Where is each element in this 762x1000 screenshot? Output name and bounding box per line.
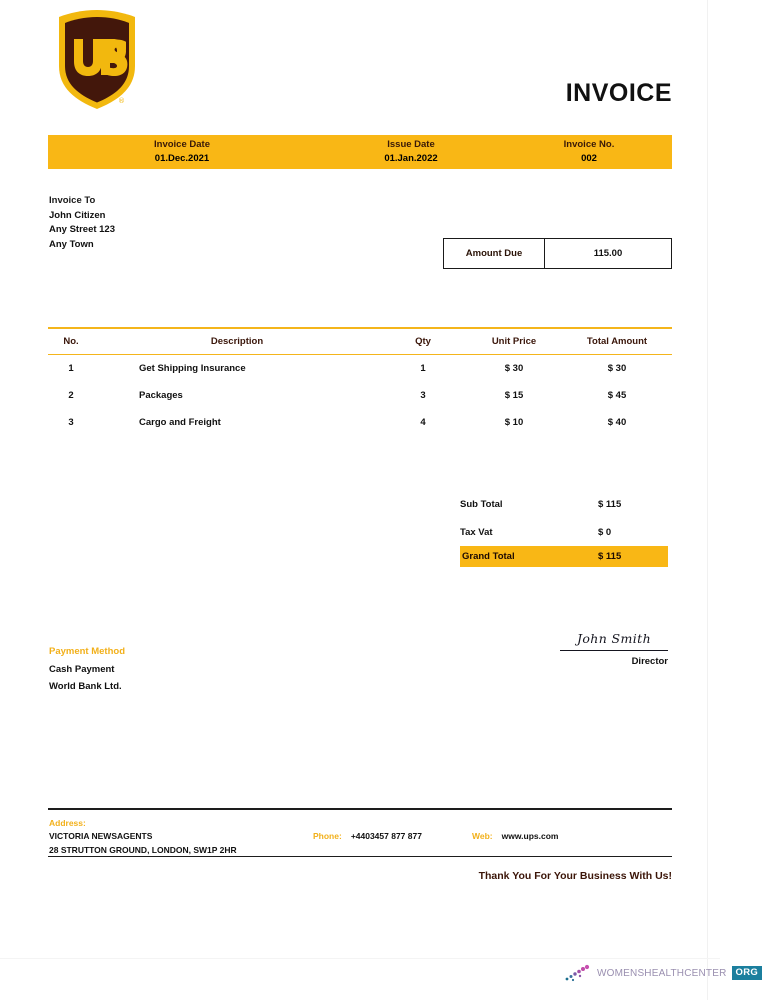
watermark <box>564 963 762 983</box>
table-row <box>48 382 672 409</box>
watermark-badge: ORG <box>732 966 762 980</box>
sub-total-row <box>460 490 668 518</box>
footer-web <box>472 831 558 841</box>
meta-invoice-date-label: Invoice Date <box>154 139 210 151</box>
cell-total: $ 30 <box>607 363 627 375</box>
invoice-meta-band <box>48 135 672 169</box>
bill-to-street: Any Street 123 <box>49 224 116 236</box>
dots-swoosh-icon <box>564 963 592 983</box>
cell-unit-price: $ 10 <box>504 417 524 429</box>
column-header-unit-price: Unit Price <box>491 335 537 347</box>
footer-phone-value: +4403457 877 877 <box>350 830 422 841</box>
ups-logo <box>53 8 141 112</box>
amount-due-box <box>443 238 672 269</box>
cell-qty: 4 <box>420 417 426 429</box>
payment-method-type: Cash Payment <box>49 663 115 675</box>
page-edge-right <box>707 0 708 1000</box>
signature-line <box>560 650 668 651</box>
footer-block <box>48 808 672 857</box>
cell-description: Packages <box>139 390 183 402</box>
footer-address-line1: VICTORIA NEWSAGENTS <box>49 831 153 842</box>
meta-issue-date-value: 01.Jan.2022 <box>384 153 438 164</box>
items-table-header <box>48 329 672 354</box>
payment-method-heading: Payment Method <box>49 646 126 657</box>
column-header-total: Total Amount <box>586 335 648 347</box>
signature-block <box>560 628 668 667</box>
footer-web-value[interactable]: www.ups.com <box>501 830 559 841</box>
items-table <box>48 327 672 436</box>
meta-invoice-no-label: Invoice No. <box>563 139 615 151</box>
tax-row <box>460 518 668 546</box>
meta-issue-date-label: Issue Date <box>387 139 435 151</box>
cell-total: $ 40 <box>607 417 627 429</box>
table-row <box>48 355 672 382</box>
payment-method-bank: World Bank Ltd. <box>49 681 122 692</box>
footer-address-line2: 28 STRUTTON GROUND, LONDON, SW1P 2HR <box>49 844 237 855</box>
table-row <box>48 409 672 436</box>
cell-no: 1 <box>68 363 74 375</box>
totals-block <box>460 490 668 567</box>
payment-method-block <box>49 643 125 696</box>
tax-label: Tax Vat <box>460 526 493 538</box>
sub-total-value: $ 115 <box>598 498 622 510</box>
cell-qty: 1 <box>420 363 426 375</box>
cell-description: Get Shipping Insurance <box>139 363 246 375</box>
bill-to-block <box>49 194 115 252</box>
meta-invoice-no <box>506 139 672 165</box>
cell-unit-price: $ 15 <box>504 390 524 402</box>
meta-invoice-date-value: 01.Dec.2021 <box>154 153 210 164</box>
sub-total-label: Sub Total <box>460 498 503 510</box>
watermark-text: WOMENSHEALTHCENTER <box>597 967 727 979</box>
cell-no: 2 <box>68 390 74 402</box>
registered-mark: ® <box>118 97 125 105</box>
tax-value: $ 0 <box>598 526 612 538</box>
grand-total-value: $ 115 <box>598 551 622 562</box>
grand-total-label: Grand Total <box>462 551 515 562</box>
footer-web-label: Web: <box>472 830 493 841</box>
footer-address-label: Address: <box>49 817 86 828</box>
amount-due-value: 115.00 <box>593 248 623 259</box>
cell-no: 3 <box>68 417 74 429</box>
amount-due-label: Amount Due <box>444 239 545 268</box>
footer-content <box>48 810 672 856</box>
grand-total-row <box>460 546 668 567</box>
page-title: INVOICE <box>565 79 672 107</box>
meta-invoice-date <box>48 139 316 165</box>
meta-issue-date <box>316 139 506 165</box>
bill-to-city: Any Town <box>49 238 94 250</box>
cell-description: Cargo and Freight <box>139 417 221 429</box>
page-edge-bottom <box>0 958 720 959</box>
footer-address <box>49 817 237 858</box>
cell-total: $ 45 <box>607 390 627 402</box>
footer-phone-label: Phone: <box>313 830 342 841</box>
column-header-no: No. <box>63 335 79 347</box>
column-header-description: Description <box>210 335 264 347</box>
bill-to-heading: Invoice To <box>49 195 96 206</box>
cell-qty: 3 <box>420 390 426 402</box>
column-header-qty: Qty <box>415 335 431 347</box>
bill-to-name: John Citizen <box>49 209 106 221</box>
thank-you-note: Thank You For Your Business With Us! <box>478 870 672 882</box>
signature-role: Director <box>631 656 668 667</box>
cell-unit-price: $ 30 <box>504 363 524 375</box>
footer-phone <box>313 831 422 841</box>
signature-name: John Smith <box>576 631 652 646</box>
ups-shield-icon <box>53 8 141 112</box>
meta-invoice-no-value: 002 <box>581 153 597 164</box>
